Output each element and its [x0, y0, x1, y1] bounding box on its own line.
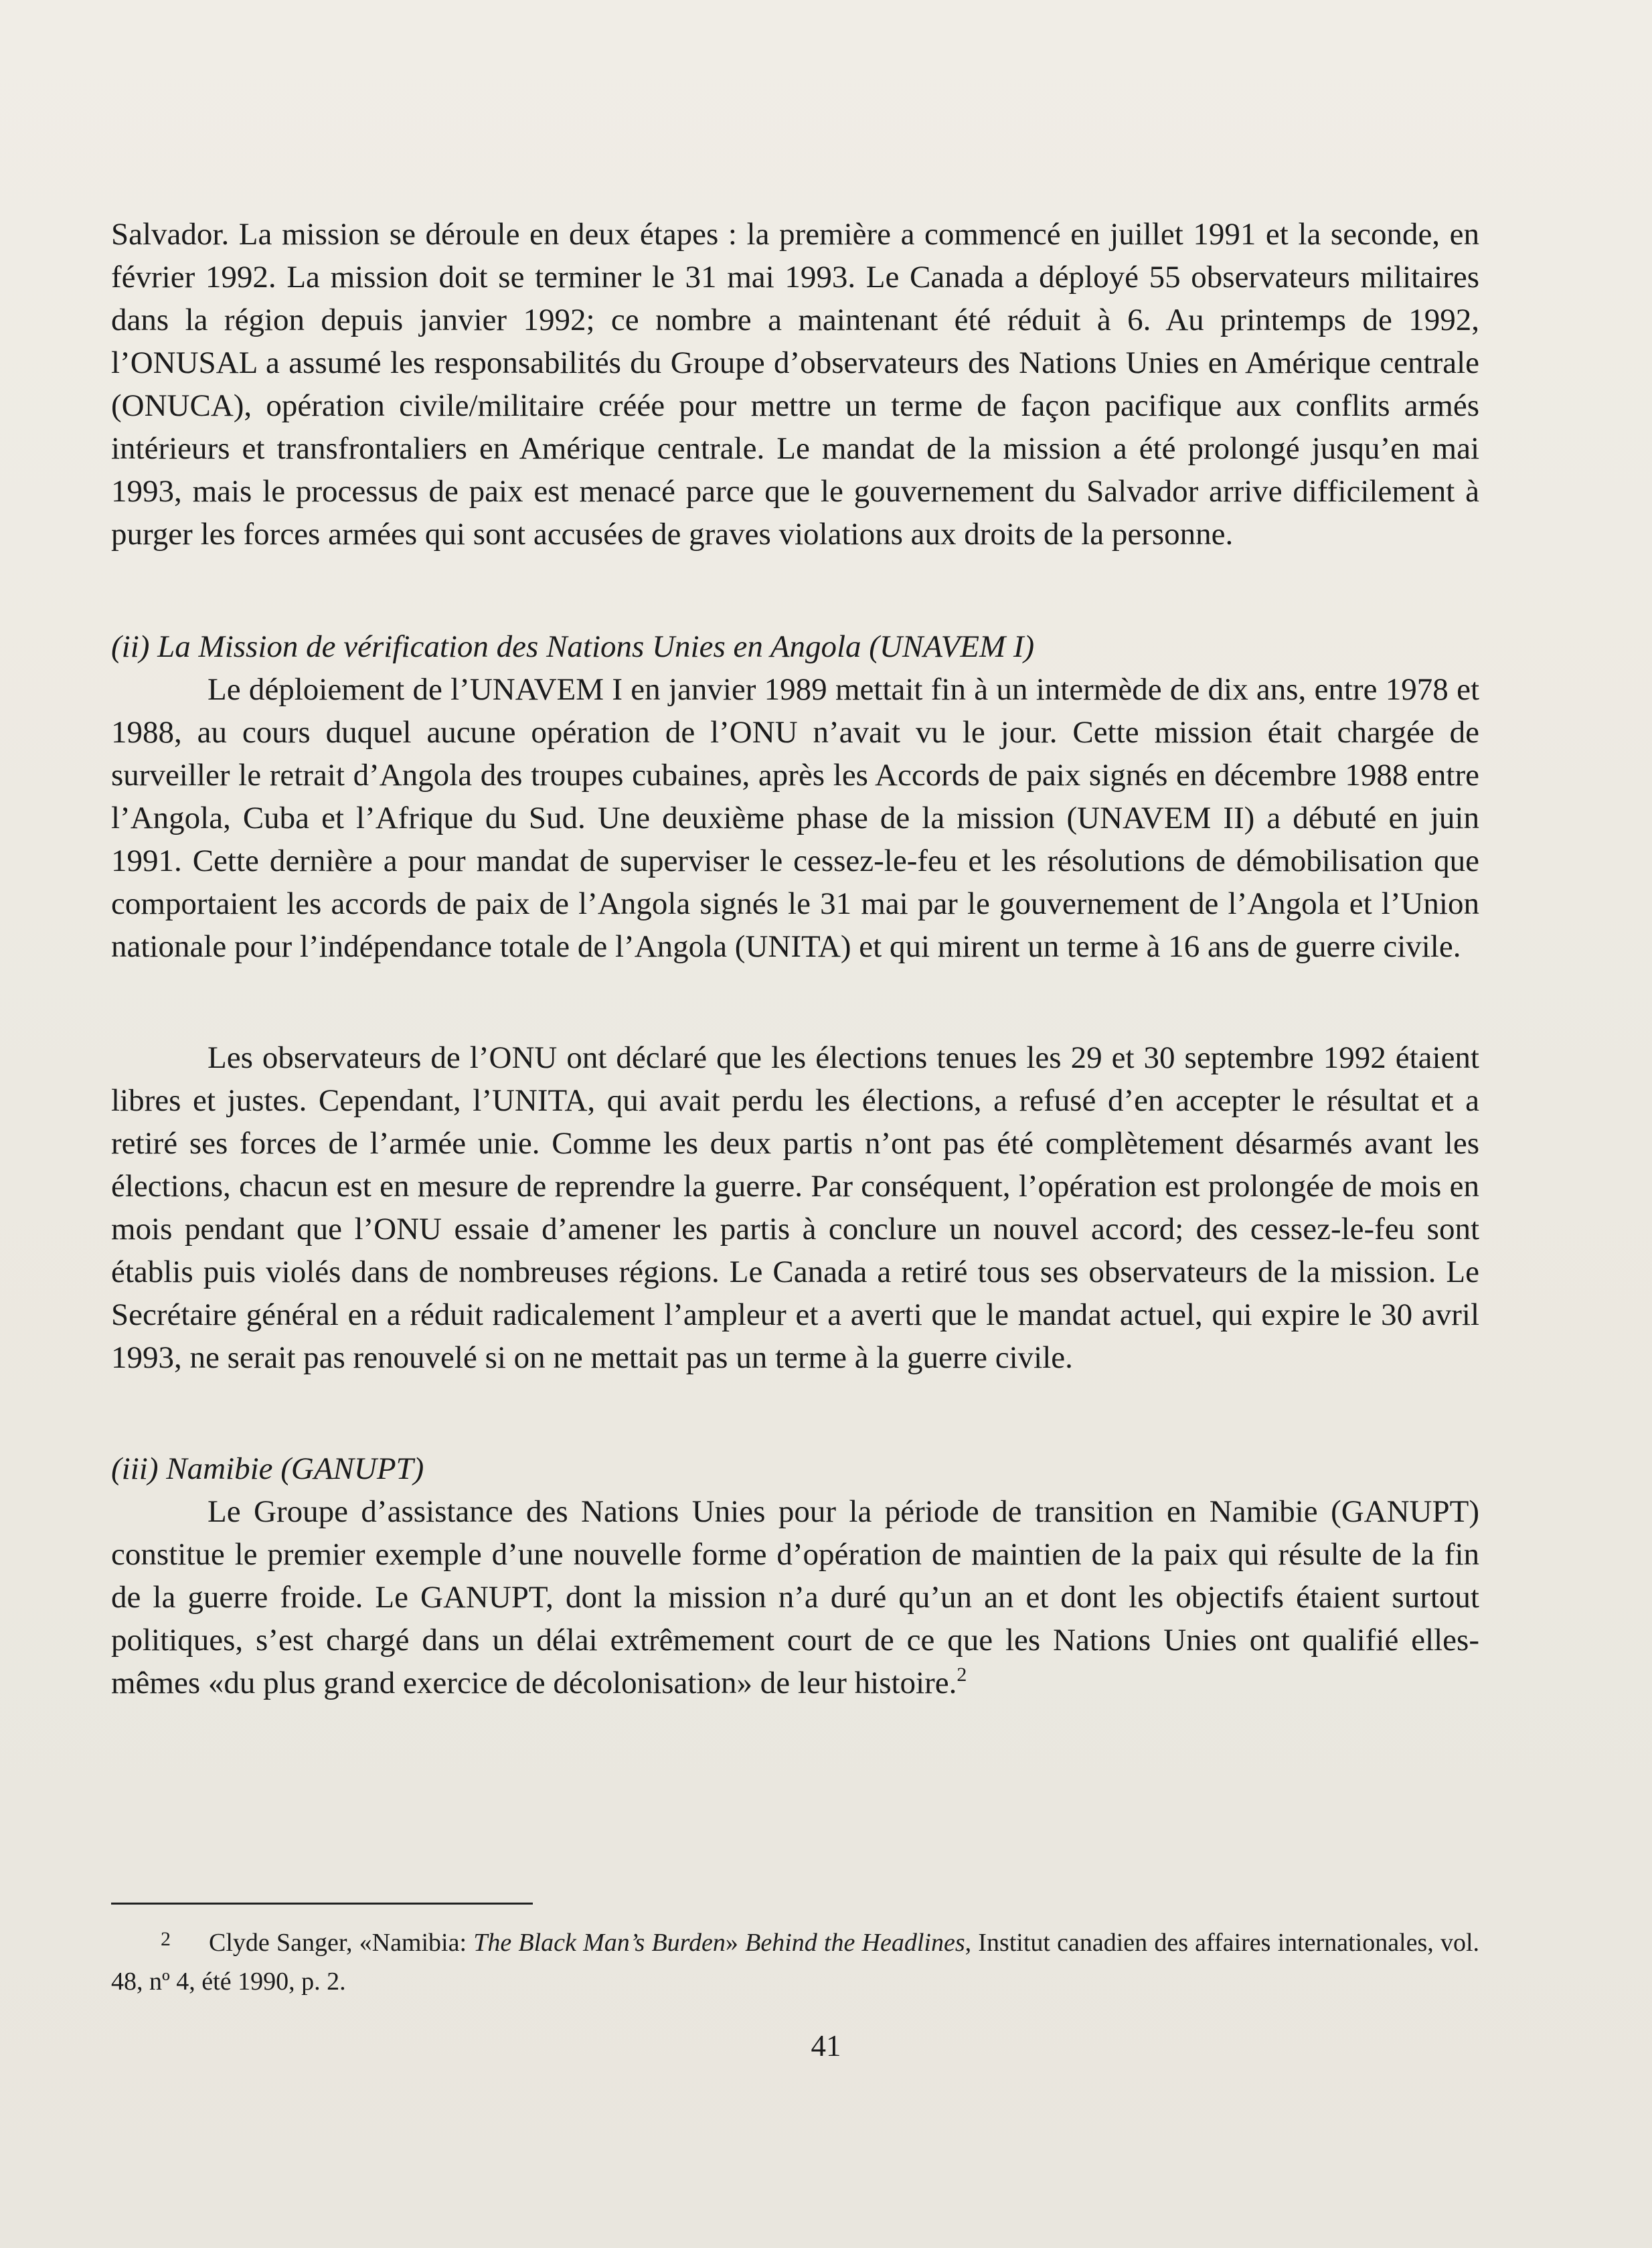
footnote-number: 2 [161, 1928, 171, 1950]
footnote-prefix: Clyde Sanger, «Namibia: [209, 1929, 474, 1957]
paragraph-text [111, 1490, 1479, 1704]
paragraph-unavem-2 [111, 1036, 1479, 1379]
heading-text: (iii) Namibie (GANUPT) [111, 1451, 424, 1486]
paragraph-text: Les observateurs de l’ONU ont déclaré que les élections tenues les 29 et 30 septembre 1992 étaient libres et justes. Cependant, l’UNITA, qui avait perdu les élections, a refusé d’en accepter le résultat et a retiré ses forces de l’armée unie. Comme les deux partis n’ont pas été complètement désarmés avant les élections, chacun est en mesure de reprendre la guerre. Par conséquent, l’opération est prolongée de mois en mois pendant que l’ONU essaie d’amener les partis à conclure un nouvel accord; des cessez-le-feu sont établis puis violés dans de nombreuses régions. Le Canada a retiré tous ses observateurs de la mission. Le Secrétaire général en a réduit radicalement l’ampleur et a averti que le mandat actuel, qui expire le 30 avril 1993, ne serait pas renouvelé si on ne mettait pas un terme à la guerre civile. [111, 1040, 1479, 1375]
paragraph-body: Le Groupe d’assistance des Nations Unies pour la période de transition en Namibie (GANUPT) constitue le premier exemple d’une nouvelle forme d’opération de maintien de la paix qui résulte de la fin de la guerre froide. Le GANUPT, dont la mission n’a duré qu’un an et dont les objectifs étaient surtout politiques, s’est chargé dans un délai extrêmement court de ce que les Nations Unies ont qualifié elles-mêmes «du plus grand exercice de décolonisation» de leur histoire. [111, 1494, 1479, 1700]
section-heading-namibie [111, 1447, 1479, 1490]
footnote [111, 1920, 1479, 2001]
page-number: 41 [811, 2029, 841, 2063]
heading-text: (ii) La Mission de vérification des Nations Unies en Angola (UNAVEM I) [111, 629, 1035, 664]
footnote-series-italic: Behind the Headlines [745, 1929, 965, 1957]
paragraph-salvador [111, 213, 1479, 556]
footnote-suffix: , Institut canadien des affaires internationales, vol. 48, nº 4, été 1990, p. 2. [111, 1929, 1480, 1996]
paragraph-namibie [111, 1490, 1479, 1704]
footnote-reference[interactable]: 2 [957, 1664, 967, 1686]
paragraph-text: Salvador. La mission se déroule en deux étapes : la première a commencé en juillet 1991 et la seconde, en février 1992. La mission doit se terminer le 31 mai 1993. Le Canada a déployé 55 observateurs militaires dans la région depuis janvier 1992; ce nombre a maintenant été réduit à 6. Au printemps de 1992, l’ONUSAL a assumé les responsabilités du Groupe d’observateurs des Nations Unies en Amérique centrale (ONUCA), opération civile/militaire créée pour mettre un terme de façon pacifique aux conflits armés intérieurs et transfrontaliers en Amérique centrale. Le mandat de la mission a été prolongé jusqu’en mai 1993, mais le processus de paix est menacé parce que le gouvernement du Salvador arrive difficilement à purger les forces armées qui sont accusées de graves violations aux droits de la personne. [111, 217, 1479, 552]
footnote-divider [111, 1903, 533, 1905]
footnote-middle: » [725, 1929, 746, 1957]
paragraph-unavem-1 [111, 668, 1479, 968]
footnote-title-italic: The Black Man’s Burden [473, 1929, 726, 1957]
paragraph-text: Le déploiement de l’UNAVEM I en janvier 1989 mettait fin à un intermède de dix ans, entre 1978 et 1988, au cours duquel aucune opération de l’ONU n’avait vu le jour. Cette mission était chargée de surveiller le retrait d’Angola des troupes cubaines, après les Accords de paix signés en décembre 1988 entre l’Angola, Cuba et l’Afrique du Sud. Une deuxième phase de la mission (UNAVEM II) a débuté en juin 1991. Cette dernière a pour mandat de superviser le cessez-le-feu et les résolutions de démobilisation que comportaient les accords de paix de l’Angola signés le 31 mai par le gouvernement de l’Angola et l’Union nationale pour l’indépendance totale de l’Angola (UNITA) et qui mirent un terme à 16 ans de guerre civile. [111, 672, 1479, 964]
section-heading-unavem [111, 625, 1479, 668]
